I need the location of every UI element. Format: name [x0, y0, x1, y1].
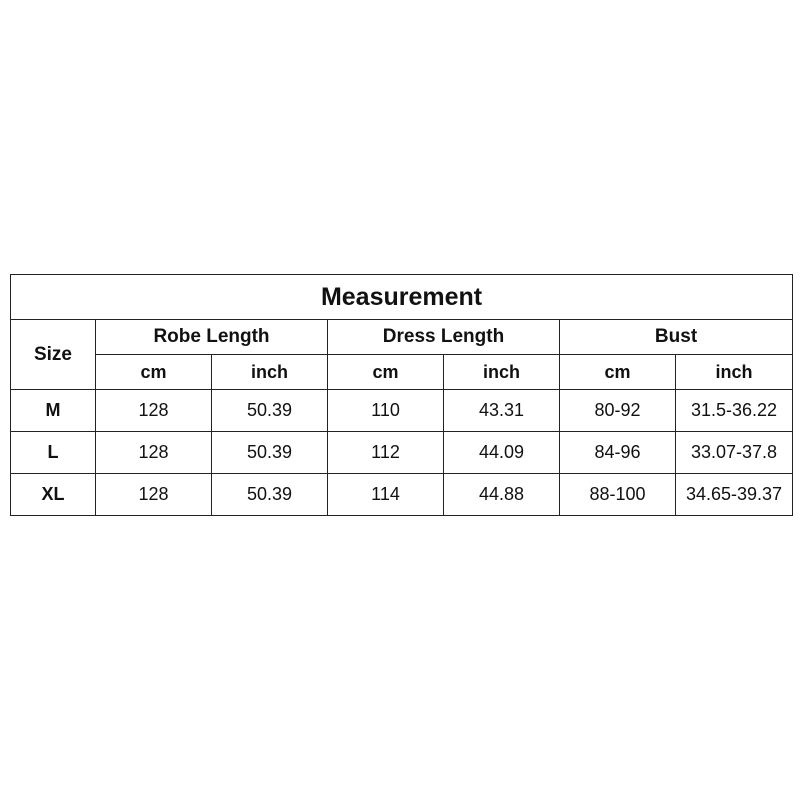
table-row [11, 390, 793, 432]
table-cell: 50.39 [212, 390, 328, 432]
size-label: L [11, 432, 96, 474]
table-cell: 128 [96, 390, 212, 432]
unit-header-dress-inch: inch [444, 355, 560, 390]
table-cell: 31.5-36.22 [676, 390, 793, 432]
size-column-header: Size [11, 320, 96, 390]
unit-header-robe-inch: inch [212, 355, 328, 390]
table-cell: 80-92 [560, 390, 676, 432]
table-cell: 50.39 [212, 474, 328, 516]
group-header-robe-length: Robe Length [96, 320, 328, 355]
size-label: XL [11, 474, 96, 516]
table-cell: 34.65-39.37 [676, 474, 793, 516]
table-cell: 44.88 [444, 474, 560, 516]
unit-header-robe-cm: cm [96, 355, 212, 390]
table-cell: 44.09 [444, 432, 560, 474]
unit-header-dress-cm: cm [328, 355, 444, 390]
table-cell: 114 [328, 474, 444, 516]
table-cell: 84-96 [560, 432, 676, 474]
table-cell: 112 [328, 432, 444, 474]
table-cell: 88-100 [560, 474, 676, 516]
table-cell: 110 [328, 390, 444, 432]
table-cell: 128 [96, 432, 212, 474]
table-row [11, 474, 793, 516]
table-cell: 43.31 [444, 390, 560, 432]
unit-header-bust-inch: inch [676, 355, 793, 390]
table-cell: 128 [96, 474, 212, 516]
table-row [11, 432, 793, 474]
unit-header-bust-cm: cm [560, 355, 676, 390]
size-label: M [11, 390, 96, 432]
measurement-table [10, 274, 793, 516]
group-header-dress-length: Dress Length [328, 320, 560, 355]
table-title: Measurement [11, 275, 793, 320]
table-cell: 50.39 [212, 432, 328, 474]
group-header-bust: Bust [560, 320, 793, 355]
table-cell: 33.07-37.8 [676, 432, 793, 474]
